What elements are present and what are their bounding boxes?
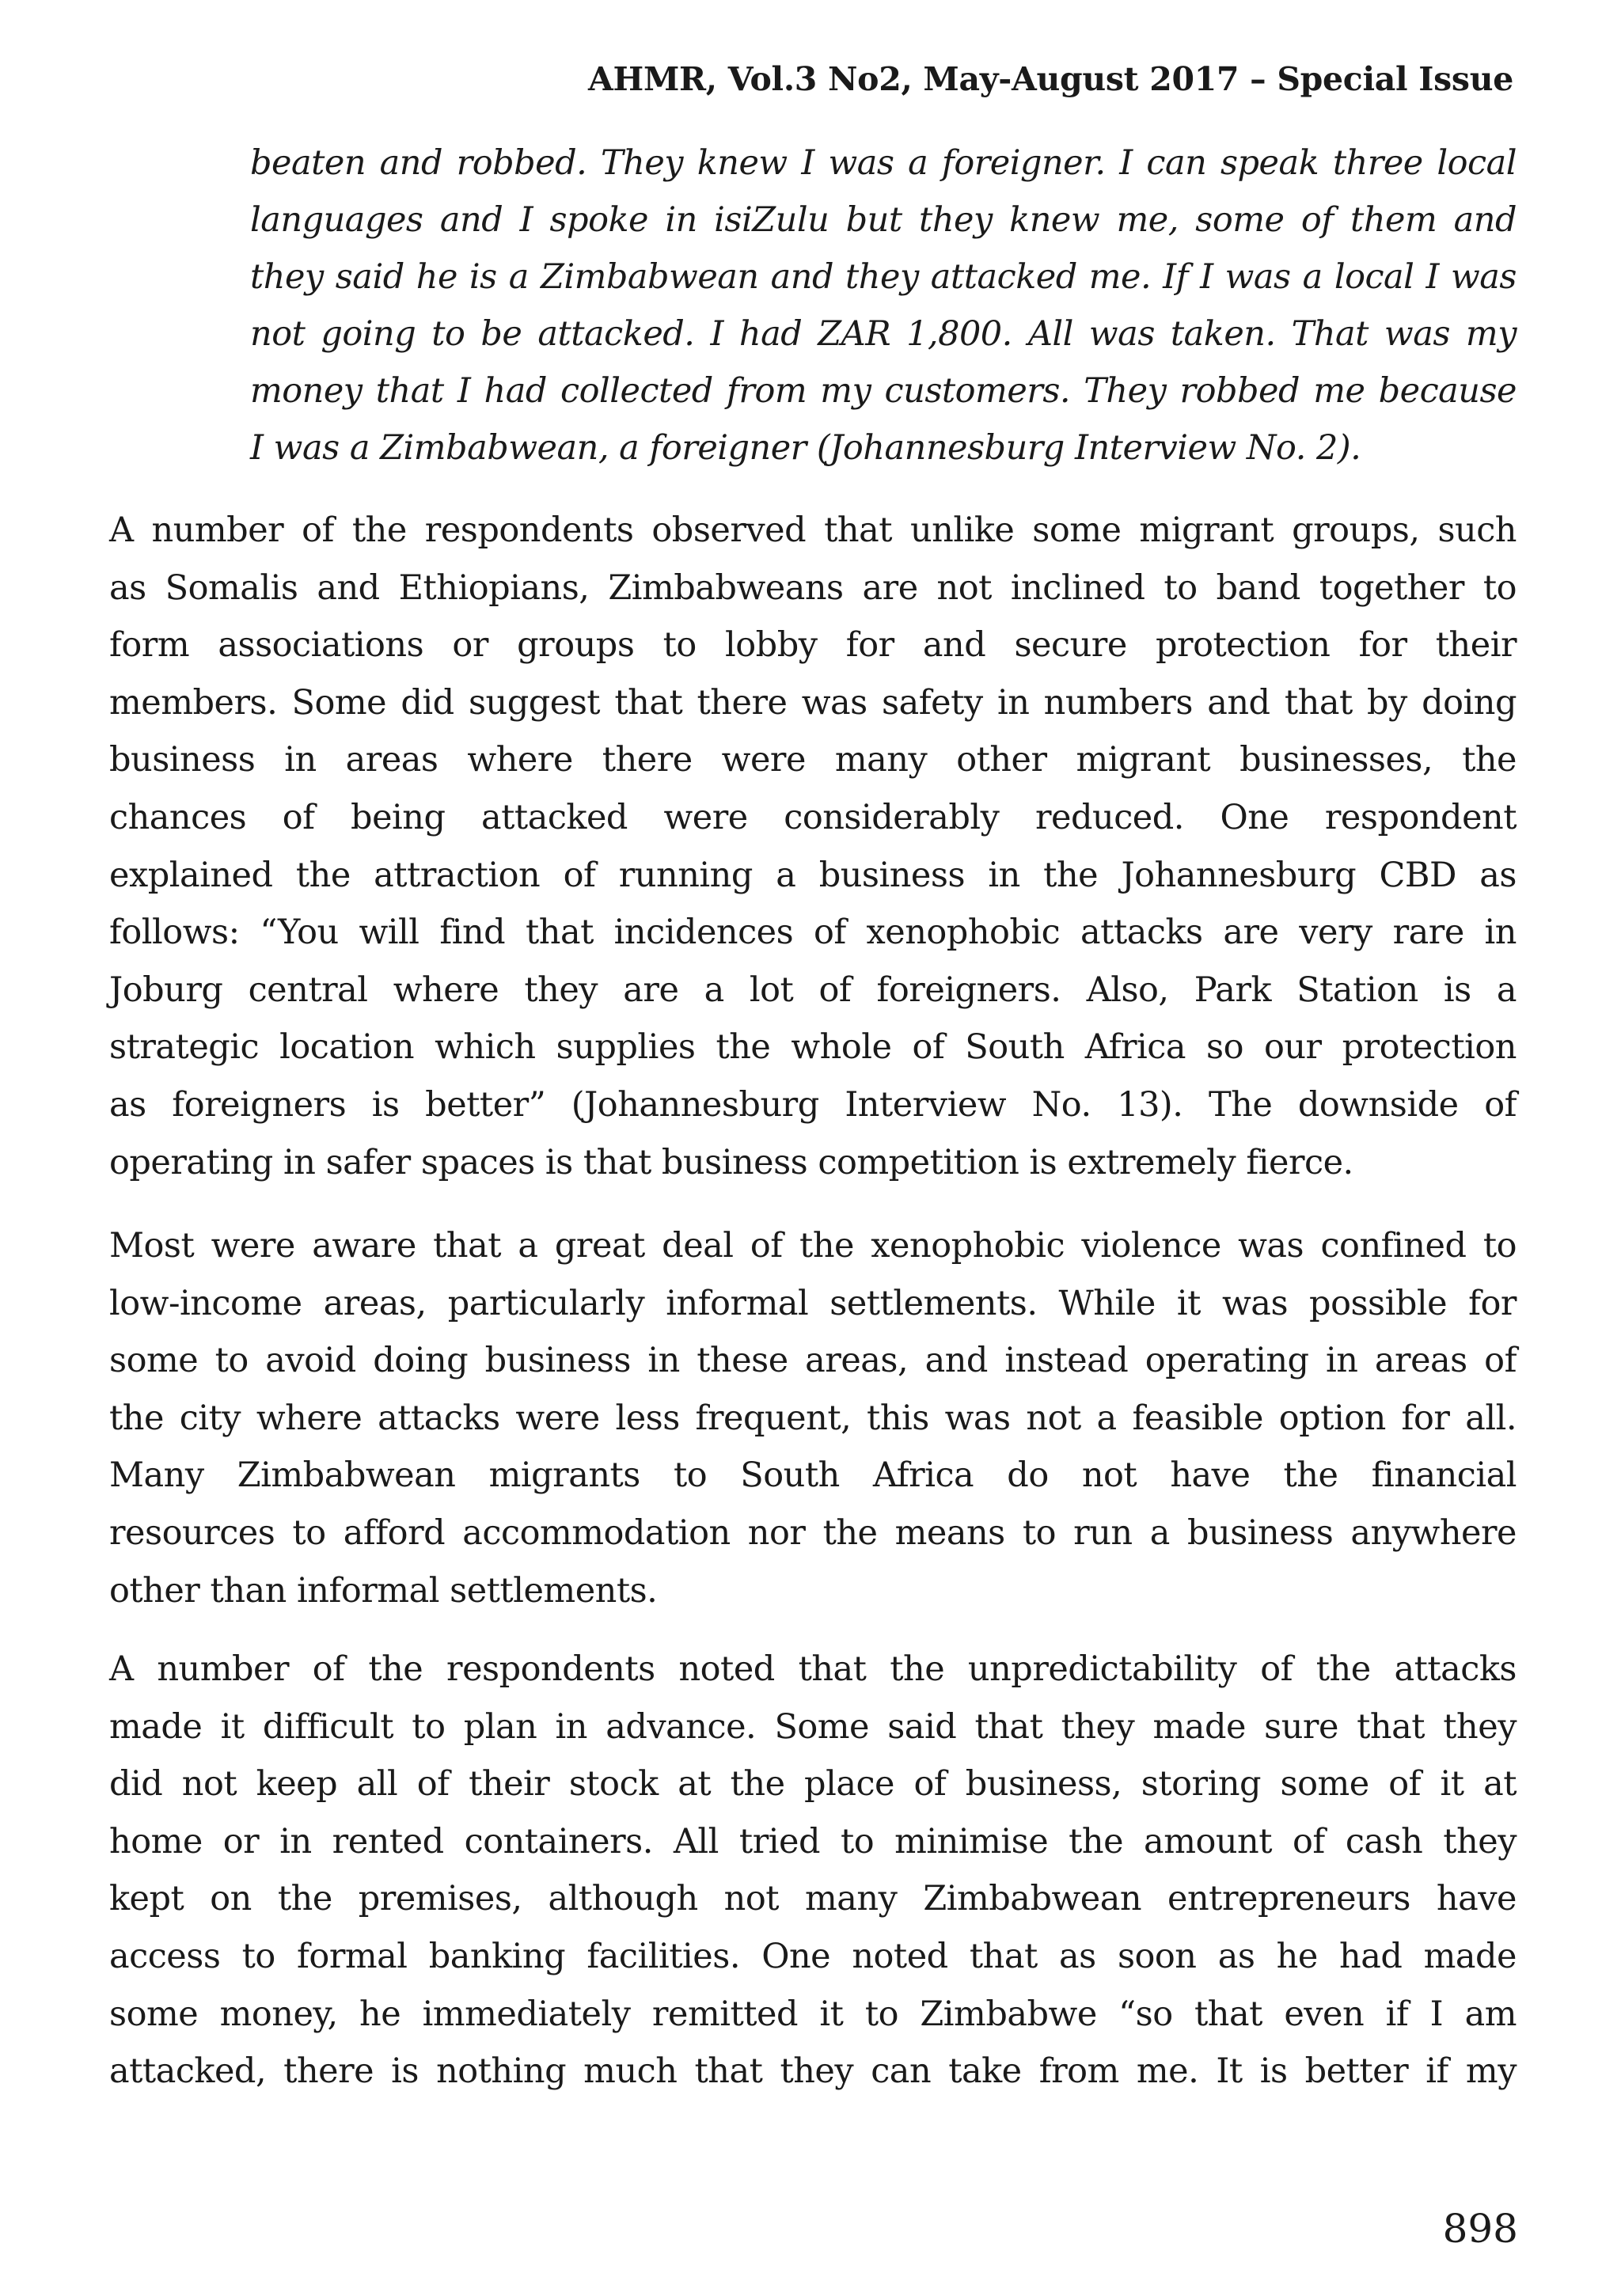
paragraph-line: resources to afford accommodation nor the means to run a business anywhere: [109, 1512, 1517, 1553]
paragraph-line: some money, he immediately remitted it to Zimbabwe “so that even if I am: [109, 1994, 1517, 2034]
quote-line: not going to be attacked. I had ZAR 1,800. All was taken. That was my: [250, 314, 1517, 354]
paragraph-line: follows: “You will find that incidences of xenophobic attacks are very rare in: [109, 913, 1517, 953]
paragraph-line: operating in safer spaces is that business competition is extremely fierce.: [109, 1142, 1353, 1182]
paragraph-line: home or in rented containers. All tried to minimise the amount of cash they: [109, 1821, 1517, 1861]
paragraph-line: chances of being attacked were considerably reduced. One respondent: [109, 797, 1517, 837]
paragraph-line: did not keep all of their stock at the place of business, storing some of it at: [109, 1764, 1517, 1805]
quote-line: they said he is a Zimbabwean and they attacked me. If I was a local I was: [250, 257, 1517, 297]
quote-line: I was a Zimbabwean, a foreigner (Johannesburg Interview No. 2).: [250, 428, 1361, 468]
paragraph-line: the city where attacks were less frequent, this was not a feasible option for all.: [109, 1398, 1517, 1438]
body-paragraph: [109, 1641, 1517, 2101]
body-paragraph: [109, 502, 1517, 1191]
paragraph-line: Many Zimbabwean migrants to South Africa do not have the financial: [109, 1455, 1517, 1496]
page-number: 898: [1442, 2206, 1518, 2252]
paragraph-line: other than informal settlements.: [109, 1570, 658, 1611]
paragraph-line: attacked, there is nothing much that they can take from me. It is better if my: [109, 2051, 1517, 2092]
quote-line: beaten and robbed. They knew I was a foreigner. I can speak three local: [250, 143, 1517, 183]
paragraph-line: A number of the respondents observed that unlike some migrant groups, such: [109, 510, 1517, 550]
paragraph-line: explained the attraction of running a business in the Johannesburg CBD as: [109, 855, 1517, 895]
paragraph-line: members. Some did suggest that there was safety in numbers and that by doing: [109, 682, 1517, 723]
paragraph-line: form associations or groups to lobby for and secure protection for their: [109, 625, 1517, 666]
paragraph-line: business in areas where there were many other migrant businesses, the: [109, 740, 1517, 780]
paragraph-line: access to formal banking facilities. One noted that as soon as he had made: [109, 1936, 1517, 1976]
running-header: AHMR, Vol.3 No2, May-August 2017 – Special Issue: [588, 60, 1513, 98]
paragraph-line: some to avoid doing business in these areas, and instead operating in areas of: [109, 1341, 1517, 1381]
paragraph-line: A number of the respondents noted that the unpredictability of the attacks: [109, 1649, 1517, 1689]
block-quote: [250, 135, 1517, 476]
body-paragraph: [109, 1217, 1517, 1619]
paragraph-line: low-income areas, particularly informal settlements. While it was possible for: [109, 1283, 1517, 1323]
paragraph-line: Joburg central where they are a lot of foreigners. Also, Park Station is a: [109, 970, 1517, 1010]
paragraph-line: made it difficult to plan in advance. Some said that they made sure that they: [109, 1706, 1517, 1747]
quote-line: languages and I spoke in isiZulu but they knew me, some of them and: [250, 200, 1517, 240]
paragraph-line: as foreigners is better” (Johannesburg Interview No. 13). The downside of: [109, 1084, 1517, 1125]
paragraph-line: Most were aware that a great deal of the xenophobic violence was confined to: [109, 1226, 1517, 1266]
paragraph-line: strategic location which supplies the whole of South Africa so our protection: [109, 1027, 1517, 1068]
paragraph-line: kept on the premises, although not many Zimbabwean entrepreneurs have: [109, 1879, 1517, 1919]
quote-line: money that I had collected from my customers. They robbed me because: [250, 371, 1517, 411]
paragraph-line: as Somalis and Ethiopians, Zimbabweans are not inclined to band together to: [109, 567, 1517, 608]
